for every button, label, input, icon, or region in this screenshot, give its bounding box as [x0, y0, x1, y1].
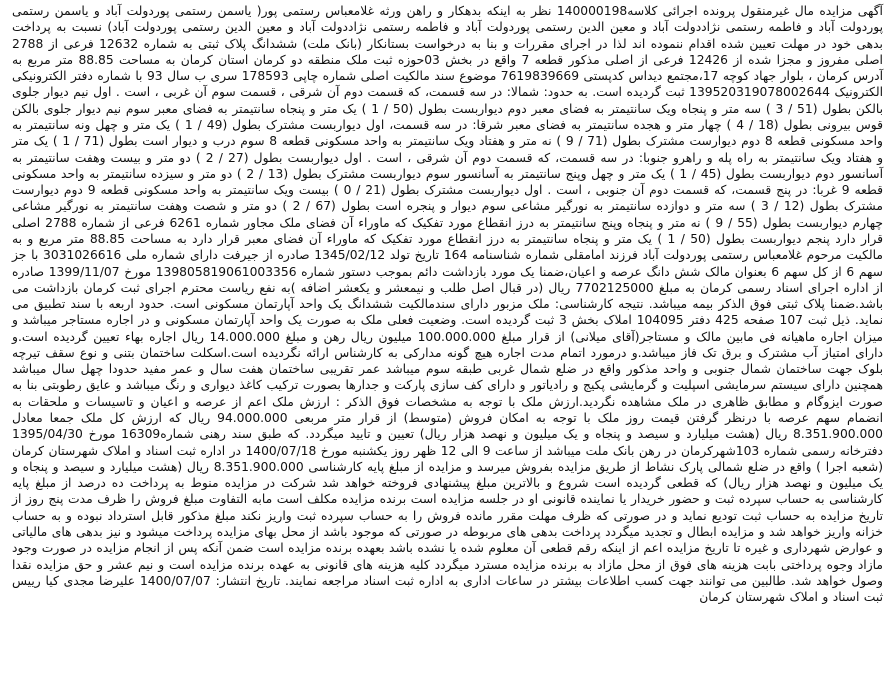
- auction-notice-text: آگهی مزایده مال غیرمنقول پرونده اجرائی کلاسه140000198 نظر به اینکه بدهکار و راهن ورثه غلامعباس رستمی پور( یاسمن رستمی پوردولت آباد و یاسمن رستمی پوردولت آباد و فاطمه رستمی نژاددولت آباد و معین الدین رستمی پوردولت آباد و فاطمه رستمی نژاددولت آباد و معین الدین رستمی پوردولت آباد) نسبت به پرداخت بدهی خود در مهلت تعیین شده اقدام ننموده اند لذا در اجرای مقررات و بنا به درخواست بستانکار (بانک ملت) ششدانگ پلاک ثبتی به شماره 12632 فرعی از 2788 اصلی مفروز و مجزا شده از 12426 فرعی از اصلی مذکور قطعه 7 واقع در بخش 03حوزه ثبت ملک منطقه دو کرمان استان کرمان به مساحت 88.85 متر مربع به آدرس کرمان ، بلوار جهاد کوچه 17،مجتمع دیداس کدپستی 7619839669 موضوع سند مالکیت اصلی شماره چاپی 178593 سری ب سال 93 با شماره دفتر الکترونیکی الکترونیک 139520319078002644 ثبت گردیده است. به حدود: شمالا: در سه قسمت، که قسمت دوم آن شرقی ، قسمت سوم آن غربی ، است . اول نیم دیوار جلوی بالکن بطول (51 / 3 ) سه متر و پنجاه ویک سانتیمتر به فضای معبر دوم دیواربست بطول (50 / 1 ) یک متر و پنجاه سانتیمتر به فضای معبر سوم نیم دیوار جلوی بالکن قوس بیرونی بطول (18 / 4 ) چهار متر و هجده سانتیمتر به فضای معبر شرقا: در سه قسمت، اول دیواربست مشترک بطول (49 / 1 ) یک متر و چهل ونه سانتیمتر به واحد مسکونی قطعه 8 دوم دیوارست مشترک بطول (71 / 9 ) نه متر و هفتاد ویک سانتیمتر به واحد مسکونی قطعه 8 سوم درب و دیوار است بطول (71 / 1 ) یک متر و هفتاد ویک سانتیمتر به راه پله و راهرو جنوبا: در سه قسمت، که قسمت دوم آن شرقی ، است . اول دیواربست بطول (27 / 2 ) دو متر و بیست وهفت سانتیمتر به آسانسور دوم دیواربست بطول (45 / 1 ) یک متر و چهل وپنج سانتیمتر به آسانسور سوم دیواربست مشترک بطول (13 / 2 ) دو متر و سیزده سانتیمتر به واحد مسکونی قطعه 9 غربا: در پنج قسمت، که قسمت دوم آن جنوبی ، است . اول دیواربست مشترک بطول (21 / 0 ) بیست ویک سانتیمتر به واحد مسکونی قطعه 9 دوم دیوارست مشترک بطول (12 / 3 ) سه متر و دوازده سانتیمتر به نورگیر مشاعی سوم دیوار و پنجره است بطول (67 / 2 ) دو متر و شصت وهفت سانتیمتر به نورگیر مشاعی چهارم دیواربست بطول (55 / 9 ) نه متر و پنجاه وپنج سانتیمتر به درز انقطاع مورد تفکیک که ماوراء آن فضای ملک مجاور شماره 6261 فرعی از شماره 2788 اصلی قرار دارد پنجم دیواربست بطول (50 / 1 ) یک متر و پنجاه سانتیمتر به درز انقطاع مورد تفکیک که ماوراء آن فضای معبر قرار دارد به مساحت 88.85 متر مربع و به مالکیت مرحوم غلامعباس رستمی پوردولت آباد فرزند امامقلی شماره شناسنامه 164 تاریخ تولد 1345/02/12 صادره از جیرفت دارای شماره ملی 3031026616 با جز سهم 6 از کل سهم 6 بعنوان مالک شش دانگ عرصه و اعیان،ضمنا یک مورد بازداشت دائم بموجب دستور شماره 139805819061003356 مورخ 1399/11/07 صادره از اداره اجرای اسناد رسمی کرمان به مبلغ 7702125000 ریال (در قبال اصل طلب و نیمعشر و یکعشر اضافه )به نفع ریاست محترم اجرای ثبت کرمان بازداشت می باشد.ضمنا پلاک ثبتی فوق الذکر بیمه میباشد. نتیجه کارشناسی: ملک مزبور دارای سندمالکیت ششدانگ یک واحد آپارتمان مسکونی است. حدود اربعه با سند تطبیق می نماید. ذیل ثبت 107 صفحه 425 دفتر 104095 املاک بخش 3 ثبت گردیده است. وضعیت فعلی ملک به صورت یک واحد آپارتمان مسکونی و در اجاره مستاجر میباشد و میزان اجاره ماهیانه فی مابین مالک و مستاجر(آقای میلانی) از قرار مبلغ 100.000.000 میلیون ریال رهن و مبلغ 14.000.000 ریال اجاره بهاء تعیین گردیده است.و دارای امتیاز آب مشترک و برق تک فاز میباشد.و درمورد اتمام مدت اجاره هیچ گونه مدارکی به کارشناس ارائه نگردیده است.اسکلت ساختمان بتنی و نوع سقف تیرچه بلوک جهت ساختمان شمال جنوبی و واحد مذکور واقع در ضلع شمال غربی طبقه سوم میباشد عمر تقریبی ساختمان هفت سال و عمر مفید حدودا چهل سال میباشد همچنین دارای سیستم سرمایشی اسپلیت و گرمایشی پکیج و رادیاتور و دارای کف سازی پارکت و جدارها بصورت ترکیب کاغذ دیواری و رنگ میباشد و عایق رطوبتی بنا به صورت ایزوگام و مطابق ظاهری در ملک مشاهده نگردید.ارزش ملک با توجه به مشخصات فوق الذکر : ارزش ملک اعم از عرصه و اعیان و تاسیسات و ملحقات به انضمام سهم عرصه با درنظر گرفتن قیمت روز ملک با توجه به امکان فروش (متوسط) از قرار متر مربعی 94.000.000 ریال که ارزش کل ملک جمعا معادل 8.351.900.000 ریال (هشت میلیارد و سیصد و پنجاه و یک میلیون و نهصد هزار ریال) تعیین و تایید میگردد. که طبق سند رهنی شماره16309 مورخ 1395/04/30 دفترخانه رسمی شماره 103شهرکرمان در رهن بانک ملت میباشد از ساعت 9 الی 12 ظهر روز یکشنبه مورخ 1400/07/18 در اداره ثبت اسناد و املاک شهرستان کرمان (شعبه اجرا ) واقع در ضلع شمالی پارک نشاط از طریق مزایده بفروش میرسد و مزایده از مبلغ پایه کارشناسی 8.351.900.000 ریال (هشت میلیارد و سیصد و پنجاه و یک میلیون و نهصد هزار ریال) که قطعی گردیده است شروع و بالاترین مبلغ پیشنهادی فروخته خواهد شد شرکت در مزایده منوط به پرداخت ده درصد از مبلغ پایه کارشناسی به حساب سپرده ثبت و حضور خریدار یا نماینده قانونی او در جلسه مزایده است برنده مزایده مکلف است مابه التفاوت مبلغ فروش را ظرف مدت پنج روز از تاریخ مزایده به حساب ثبت تودیع نماید و در صورتی که ظرف مهلت مقرر مانده فروش را به حساب سپرده ثبت واریز نکند مبلغ مذکور قابل استرداد نبوده و به حساب خزانه واریز خواهد شد و مزایده ابطال و تجدید میگردد پرداخت بدهی های مربوطه در صورتی که موجود باشد از محل بهای مزایده پرداخت میشود و نیز بدهی های مالیاتی و عوارض شهرداری و غیره تا تاریخ مزایده اعم از اینکه رقم قطعی آن معلوم شده یا نشده باشد بعهده برنده مزایده است ضمن آنکه پس از انجام مزایده در صورت وجود مازاد وجوه پرداختی بابت هزینه های فوق از محل مازاد به برنده مزایده مسترد میگردد کلیه هزینه های قانونی به عهده برنده مزایده است و نیم عشر و حق مزایده نقدا وصول خواهد شد. طالبین می توانند جهت کسب اطلاعات بیشتر در ساعات اداری به اداره ثبت اسناد مراجعه نمایند. تاریخ انتشار: 1400/07/07 علیرضا مجدی کیا رییس ثبت اسناد و املاک شهرستان کرمان: [12, 4, 884, 605]
